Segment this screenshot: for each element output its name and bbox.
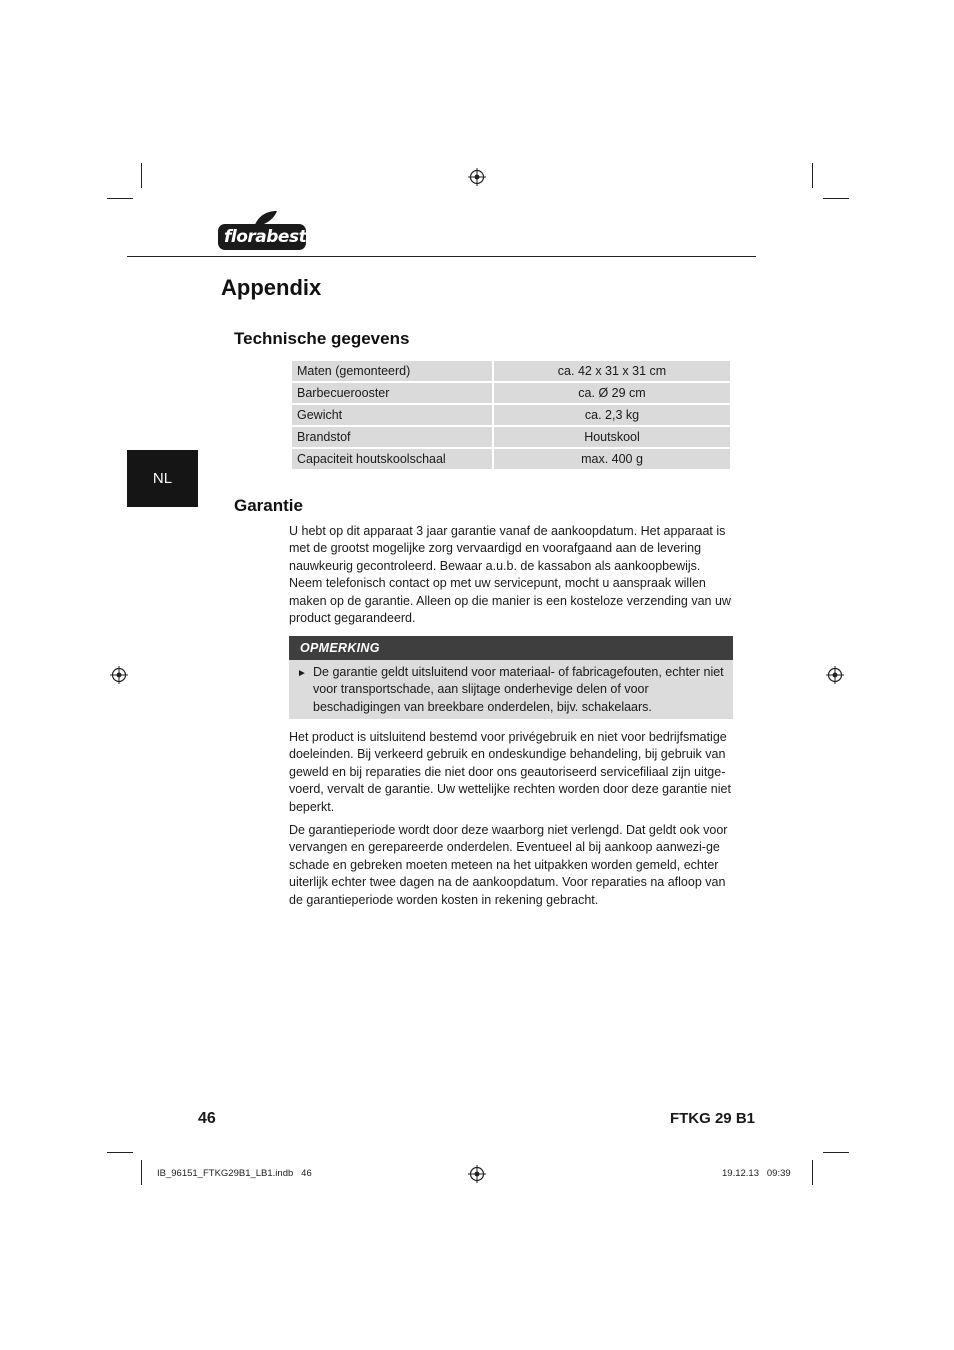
spec-label: Barbecuerooster (292, 383, 492, 403)
registration-crosshair-icon (468, 168, 486, 186)
warranty-paragraph-3: De garantieperiode wordt door deze waarborg niet verlengd. Dat geldt ook voor vervangen en gerepareerde onderdelen. Eventueel al bij aankoop aanwezi-ge schade en gebreken moeten meteen na het uitpakken worden gemeld, echter uiterlijk echter twee dagen na de aankoopdatum. Voor reparaties na afloop van de garantieperiode worden kosten in rekening gebracht. (289, 823, 728, 907)
spec-label: Gewicht (292, 405, 492, 425)
technical-specs-table (290, 359, 732, 471)
spec-label: Brandstof (292, 427, 492, 447)
crop-mark-bl-v (141, 1160, 142, 1185)
crop-mark-tl-h (107, 198, 133, 199)
note-label: OPMERKING (300, 641, 380, 655)
warranty-paragraph-2: Het product is uitsluitend bestemd voor privégebruik en niet voor bedrijfsmatige doeleinden. Bij verkeerd gebruik en ondeskundige behandeling, bij gebruik van geweld en bij reparaties die niet door ons geautoriseerd servicefiliaal zijn uitge-voerd, vervalt de garantie. Uw wettelijke rechten worden door deze garantie niet beperkt. (289, 730, 731, 814)
spec-value: max. 400 g (494, 449, 730, 469)
table-row (292, 361, 730, 381)
table-row (292, 449, 730, 469)
spec-value: ca. 2,3 kg (494, 405, 730, 425)
note-body (289, 660, 733, 719)
spec-value: ca. 42 x 31 x 31 cm (494, 361, 730, 381)
note-header (289, 636, 733, 660)
crop-mark-br-v (812, 1160, 813, 1185)
spec-label: Capaciteit houtskoolschaal (292, 449, 492, 469)
spec-value: ca. Ø 29 cm (494, 383, 730, 403)
page-title: Appendix (221, 275, 322, 300)
print-date-time: 19.12.13 09:39 (722, 1168, 791, 1179)
crop-mark-tl-v (141, 163, 142, 188)
crop-mark-br-h (823, 1152, 849, 1153)
crop-mark-tr-v (812, 163, 813, 188)
table-row (292, 427, 730, 447)
technical-heading: Technische gegevens (234, 329, 410, 348)
brand-logo (218, 210, 308, 252)
registration-crosshair-icon (826, 666, 844, 684)
page-number: 46 (198, 1110, 216, 1127)
spec-label: Maten (gemonteerd) (292, 361, 492, 381)
crop-mark-tr-h (823, 198, 849, 199)
spec-value: Houtskool (494, 427, 730, 447)
logo-text: florabest (224, 227, 307, 247)
file-slug: IB_96151_FTKG29B1_LB1.indb 46 (157, 1168, 312, 1179)
registration-crosshair-icon (110, 666, 128, 684)
warranty-intro: U hebt op dit apparaat 3 jaar garantie vanaf de aankoopdatum. Het apparaat is met de grootst mogelijke zorg vervaardigd en voorafgaand aan de levering nauwkeurig gecontroleerd. Bewaar a.u.b. de kassabon als aankoopbewijs. Neem telefonisch contact op met uw servicepunt, mocht u aanspraak willen maken op de garantie. Alleen op die manier is een kosteloze verzending van uw product gegarandeerd. (289, 524, 731, 626)
model-number: FTKG 29 B1 (669, 1110, 755, 1127)
triangle-right-icon: ► (297, 668, 307, 679)
registration-crosshair-icon (468, 1165, 486, 1183)
note-text: De garantie geldt uitsluitend voor materiaal- of fabricagefouten, echter niet voor transportschade, aan slijtage onderhevige delen of voor beschadigingen van breekbare onderdelen, bijv. schakelaars. (313, 665, 724, 714)
language-tab (127, 450, 198, 507)
table-row (292, 383, 730, 403)
table-row (292, 405, 730, 425)
crop-mark-bl-h (107, 1152, 133, 1153)
warranty-heading: Garantie (234, 496, 303, 515)
language-tab-label: NL (152, 470, 173, 487)
header-rule (127, 256, 756, 257)
